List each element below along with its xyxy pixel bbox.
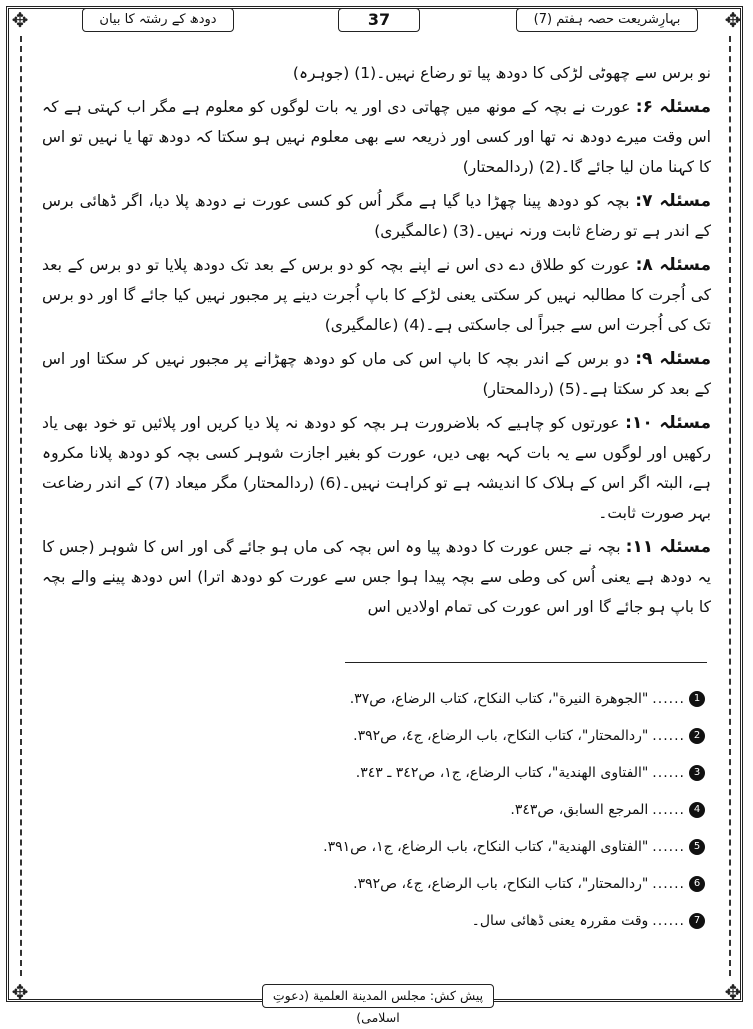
paragraph-text: نو برس سے چھوٹی لڑکی کا دودھ پیا تو رضاع نہیں۔(1) (جوہرہ) [292, 64, 711, 82]
page-number: 37 [338, 8, 420, 32]
masala-label: مسئلہ ۶: [635, 97, 711, 117]
footnote-number: 7 [689, 913, 705, 929]
paragraph-text: عورتوں کو چاہیے کہ بلاضرورت ہر بچہ کو دودھ نہ پلا دیا کریں اور پلائیں تو خود بھی یاد رکھیں اور لوگوں سے یہ بات کہہ بھی دیں، عورت کو بغیر اجازت شوہر کسی بچہ کو دودھ پلانا مکروہ ہے، البتہ اگر اس کے ہلاک کا اندیشہ ہے تو کراہت نہیں۔(6) (ردالمحتار) مگر میعاد (7) کے اندر رضاعت بہر صورت ثابت۔ [42, 414, 711, 522]
footnote-divider [345, 662, 707, 663]
page-header [38, 6, 715, 32]
footnotes [320, 680, 705, 939]
paragraph [42, 186, 711, 246]
paragraph-text: عورت کو طلاق دے دی اس نے اپنے بچہ کو دو برس کے بعد تک دودھ پلایا تو دو برس کے بعد کی اُجرت کا مطالبہ نہیں کر سکتی یعنی لڑکے کا باپ اُجرت دینے پر مجبور نہیں کیا جائے گا اور دو برس تک کی اُجرت اس سے جبراً لی جاسکتی ہے۔(4) (عالمگیری) [42, 256, 711, 334]
footnote-number: 4 [689, 802, 705, 818]
masala-label: مسئلہ ۱۱: [625, 537, 711, 557]
footnote-text: "ردالمحتار"، كتاب النكاح، باب الرضاع، ج٤، ص٣٩٢. [353, 727, 649, 744]
paragraph-text: بچہ کو دودھ پینا چھڑا دیا گیا ہے مگر اُس کو کسی عورت نے دودھ پلا دیا، اگر ڈھائی برس کے اندر ہے تو رضاع ثابت ورنہ نہیں۔(3) (عالمگیری) [42, 192, 711, 240]
footnote-text: وقت مقررہ یعنی ڈھائی سال۔ [471, 912, 649, 929]
footnote-item [320, 680, 705, 717]
masala-label: مسئلہ ۷: [635, 191, 711, 211]
publisher-footer: پیش کش: مجلس المدينة العلمية (دعوتِ اسلامی) [262, 984, 494, 1008]
main-text [42, 58, 711, 626]
footnote-dots: ...... [652, 912, 685, 929]
footnote-number: 6 [689, 876, 705, 892]
footnote-text: "ردالمحتار"، كتاب النكاح، باب الرضاع، ج٤، ص٣٩٢. [353, 875, 649, 892]
footnote-item [320, 902, 705, 939]
paragraph [42, 408, 711, 528]
footnote-number: 1 [689, 691, 705, 707]
footnote-item [320, 791, 705, 828]
footnote-text: "الفتاوى الهندية"، كتاب النكاح، باب الرضاع، ج١، ص٣٩١. [323, 838, 649, 855]
corner-ornament-icon: ✥ [724, 980, 742, 1004]
footnote-dots: ...... [652, 801, 685, 818]
footnote-text: "الجوهرة النيرة"، كتاب النكاح، كتاب الرضاع، ص٣٧. [349, 690, 649, 707]
footnote-item [320, 865, 705, 902]
paragraph [42, 58, 711, 88]
paragraph [42, 92, 711, 182]
masala-label: مسئلہ ۱۰: [625, 413, 712, 433]
footnote-item [320, 828, 705, 865]
paragraph [42, 250, 711, 340]
corner-ornament-icon: ✥ [11, 8, 29, 32]
footnote-dots: ...... [652, 875, 685, 892]
paragraph [42, 344, 711, 404]
chapter-title: دودھ کے رشتہ کا بیان [82, 8, 234, 32]
paragraph [42, 532, 711, 622]
footnote-number: 5 [689, 839, 705, 855]
masala-label: مسئلہ ۹: [635, 349, 711, 369]
book-title: بہارِشریعت حصہ ہفتم (7) [516, 8, 698, 32]
footnote-dots: ...... [652, 764, 685, 781]
paragraph-text: بچہ نے جس عورت کا دودھ پیا وہ اس بچہ کی ماں ہو جائے گی اور اس کا شوہر (جس کا یہ دودھ ہے یعنی اُس کی وطی سے بچہ پیدا ہوا جس سے عورت کو دودھ اترا) اس دودھ پینے والے بچہ کا باپ ہو جائے گا اور اس عورت کی تمام اولادیں اس [42, 538, 711, 616]
footnote-number: 2 [689, 728, 705, 744]
masala-label: مسئلہ ۸: [635, 255, 712, 275]
footnote-item [320, 717, 705, 754]
paragraph-text: عورت نے بچہ کے مونھ میں چھاتی دی اور یہ بات لوگوں کو معلوم ہے مگر اب کہتی ہے کہ اس وقت میرے دودھ نہ تھا اور کسی اور ذریعہ سے بھی معلوم نہیں ہو سکتا کہ دودھ تھا یا نہیں تو اس کا کہنا مان لیا جائے گا۔(2) (ردالمحتار) [42, 98, 711, 176]
corner-ornament-icon: ✥ [11, 980, 29, 1004]
corner-ornament-icon: ✥ [724, 8, 742, 32]
footnote-number: 3 [689, 765, 705, 781]
footnote-dots: ...... [652, 838, 685, 855]
footnote-text: المرجع السابق، ص٣٤٣. [510, 801, 649, 818]
paragraph-text: دو برس کے اندر بچہ کا باپ اس کی ماں کو دودھ چھڑانے پر مجبور نہیں کر سکتا اور اس کے بعد کر سکتا ہے۔(5) (ردالمحتار) [42, 350, 711, 398]
footnote-dots: ...... [652, 727, 685, 744]
footnote-text: "الفتاوى الهندية"، كتاب الرضاع، ج١، ص٣٤٢ ـ ٣٤٣. [355, 764, 649, 781]
footnote-item [320, 754, 705, 791]
footnote-dots: ...... [652, 690, 685, 707]
